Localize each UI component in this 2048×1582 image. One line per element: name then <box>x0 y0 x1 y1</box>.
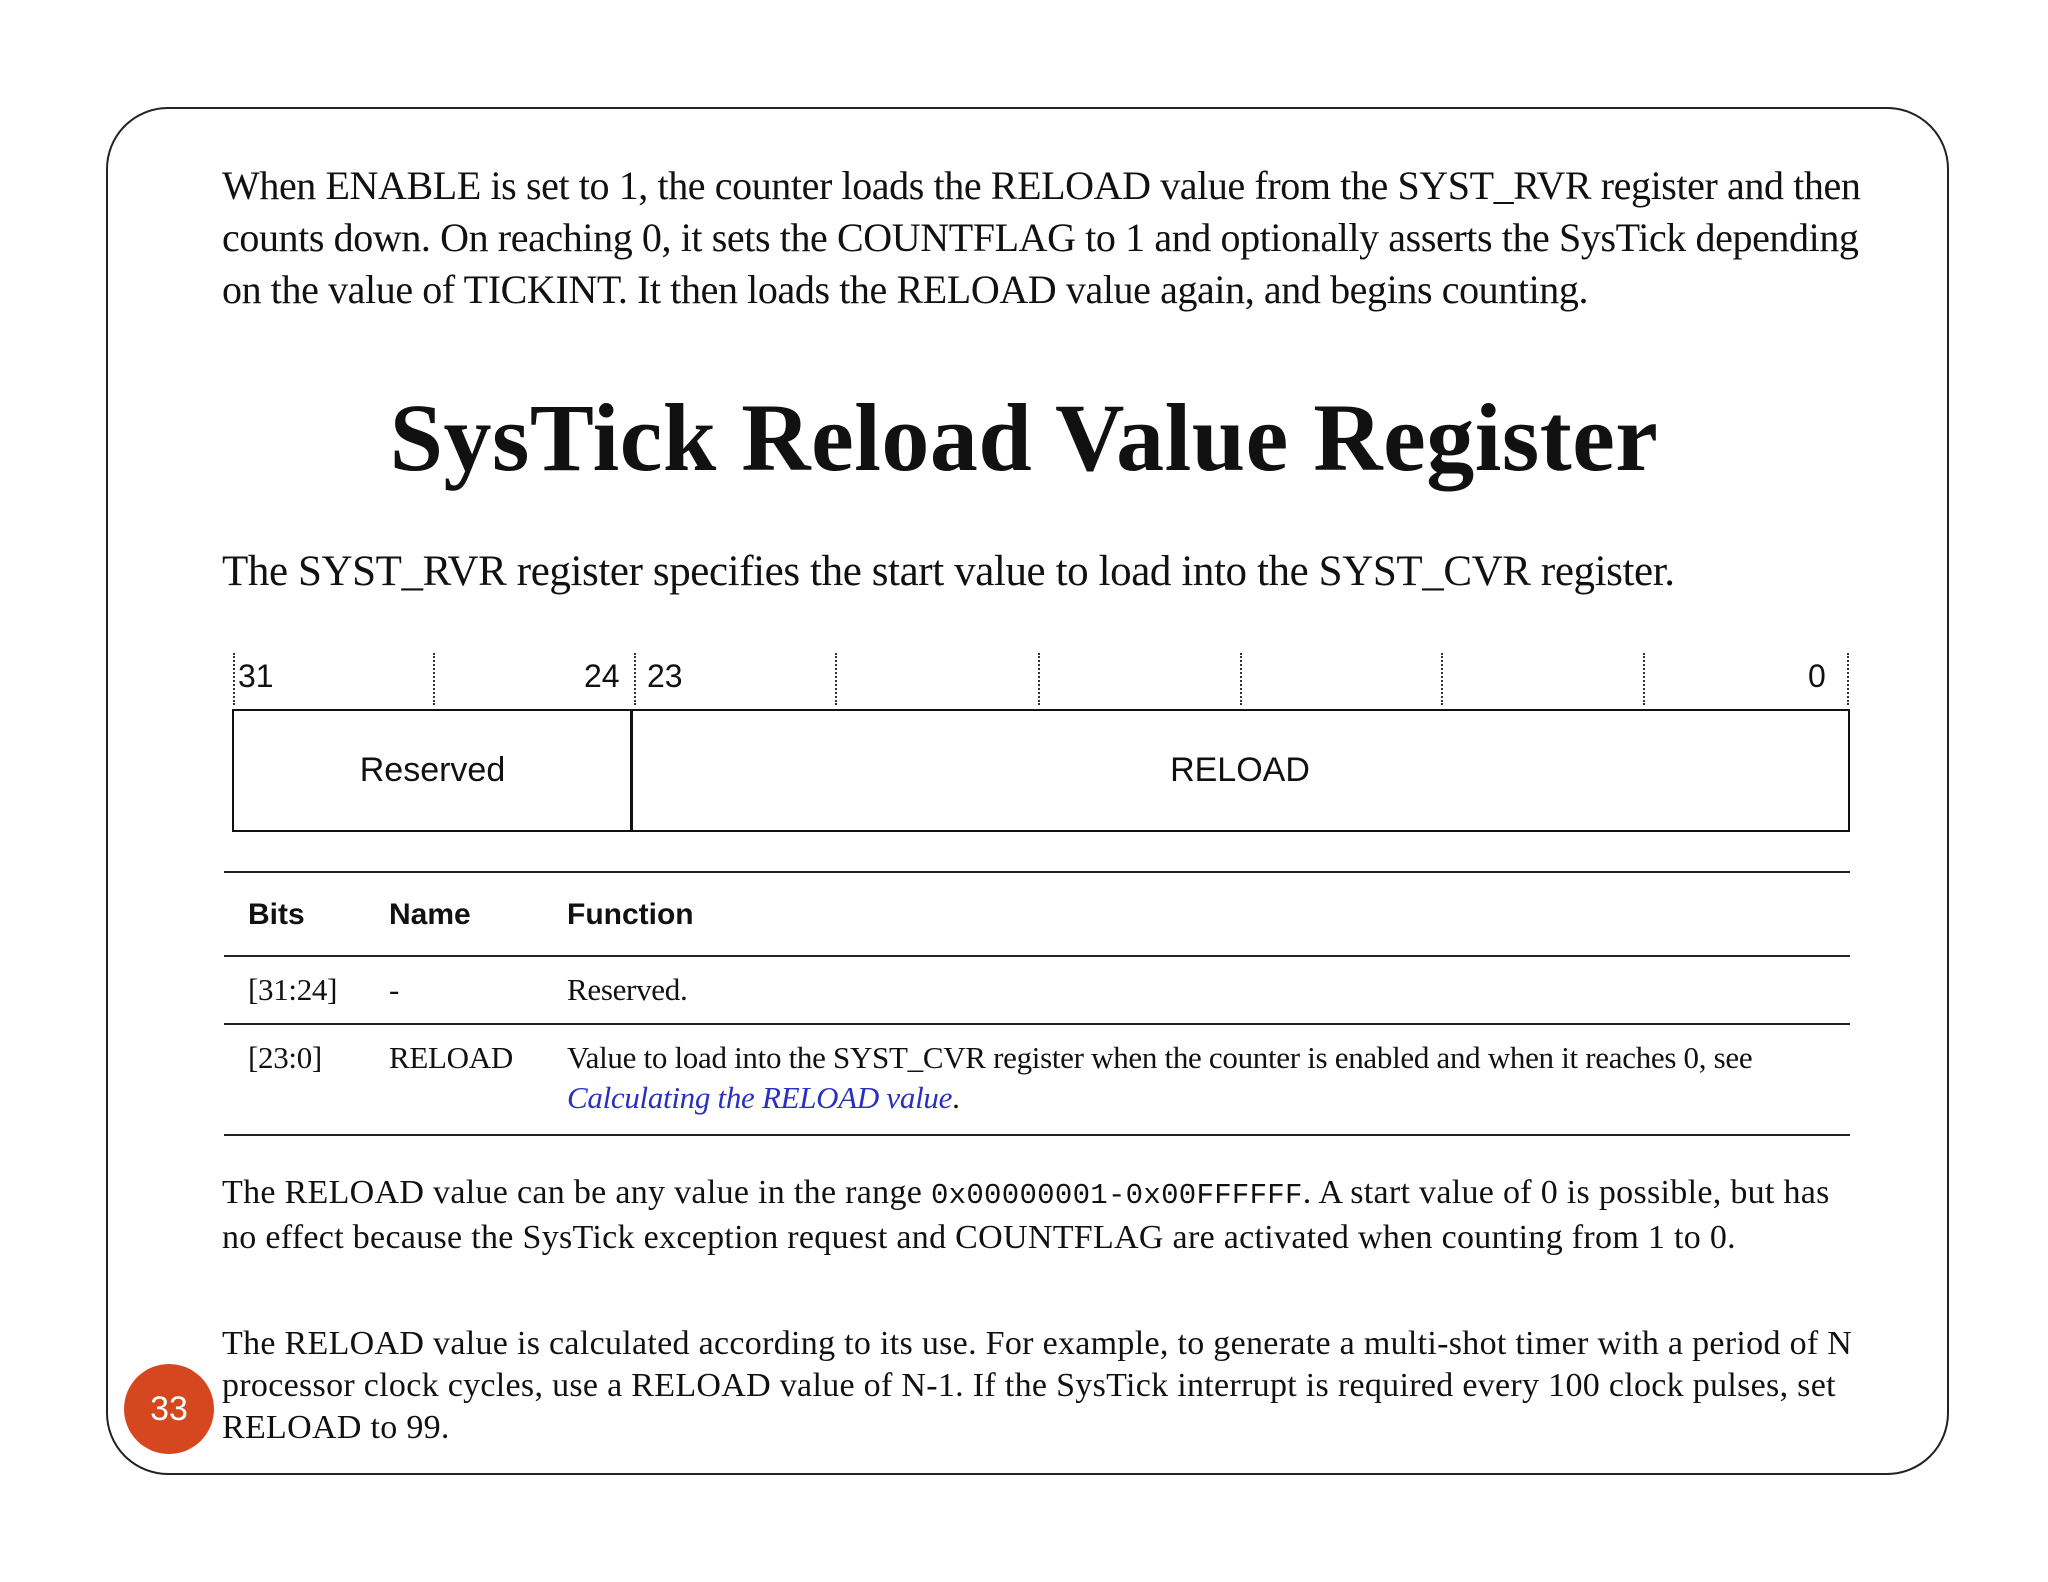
cell-name: - <box>389 972 400 1007</box>
range-text-a: The RELOAD value can be any value in the range <box>222 1174 931 1211</box>
table-rule <box>224 1023 1850 1025</box>
table-header-bits: Bits <box>248 898 305 931</box>
register-field-reserved <box>232 709 633 832</box>
table-header-name: Name <box>389 898 471 931</box>
bit-tick <box>1441 653 1443 705</box>
link-period: . <box>952 1080 960 1115</box>
cell-function <box>567 1038 1847 1118</box>
slide-title: SysTick Reload Value Register <box>389 384 1659 491</box>
page-number: 33 <box>150 1389 188 1428</box>
cell-bits: [23:0] <box>248 1040 322 1075</box>
field-label: RELOAD <box>1170 751 1310 789</box>
calculating-reload-link[interactable]: Calculating the RELOAD value <box>567 1080 953 1115</box>
bit-tick <box>233 653 235 705</box>
bit-tick <box>1847 653 1849 705</box>
bit-tick <box>1643 653 1645 705</box>
cell-bits: [31:24] <box>248 972 338 1007</box>
range-text-b: . A start value of 0 is possible, but has no effect because the SysTick exception request and COUNTFLAG are activated when counting from 1 to 0. <box>222 1174 1830 1256</box>
register-description: The SYST_RVR register specifies the start value to load into the SYST_CVR register. <box>222 548 1675 595</box>
calc-paragraph: The RELOAD value is calculated according to its use. For example, to generate a multi-shot timer with a period of N processor clock cycles, use a RELOAD value of N-1. If the SysTick interrupt is required every 100 clock pulses, set RELOAD to 99. <box>222 1325 1853 1446</box>
intro-paragraph: When ENABLE is set to 1, the counter loads the RELOAD value from the SYST_RVR register and then counts down. On reaching 0, it sets the COUNTFLAG to 1 and optionally asserts the SysTick depending on the value of TICKINT. It then loads the RELOAD value again, and begins counting. <box>222 163 1861 312</box>
bit-tick <box>1038 653 1040 705</box>
table-rule <box>224 871 1850 873</box>
table-rule <box>224 955 1850 957</box>
bit-tick <box>433 653 435 705</box>
bit-label-24: 24 <box>584 658 620 694</box>
bit-label-31: 31 <box>238 658 274 694</box>
bit-tick <box>634 653 636 705</box>
range-paragraph <box>222 1172 1862 1259</box>
table-header-function: Function <box>567 898 694 931</box>
register-field-reload <box>630 709 1850 832</box>
bit-tick <box>835 653 837 705</box>
cell-name: RELOAD <box>389 1040 513 1075</box>
function-text: Value to load into the SYST_CVR register when the counter is enabled and when it reaches 0, see <box>567 1040 1753 1075</box>
bit-tick <box>1240 653 1242 705</box>
bit-label-0: 0 <box>1808 658 1826 694</box>
cell-function: Reserved. <box>567 972 688 1007</box>
table-rule <box>224 1134 1850 1136</box>
range-code: 0x00000001-0x00FFFFFF <box>930 1179 1303 1212</box>
field-label: Reserved <box>359 751 506 789</box>
page-number-badge <box>124 1364 214 1454</box>
bit-label-23: 23 <box>647 658 683 694</box>
